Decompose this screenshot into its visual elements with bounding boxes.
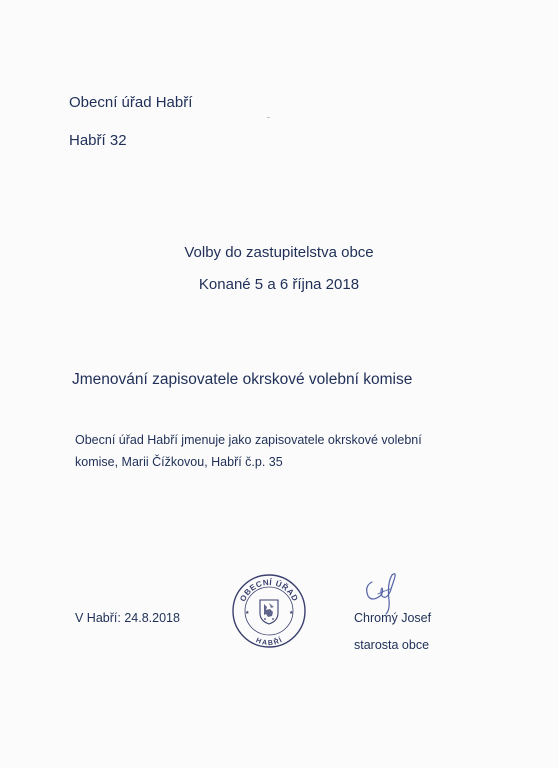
signer-name: Chromý Josef	[354, 611, 432, 625]
stamp-star-left: ★	[245, 610, 250, 616]
stamp-bottom-text: HABŘÍ	[254, 637, 284, 648]
signer-role: starosta obce	[354, 638, 430, 652]
place-and-date: V Habří: 24.8.2018	[75, 611, 180, 625]
office-name: Obecní úřad Habří	[69, 94, 193, 111]
official-stamp	[231, 573, 307, 649]
handwritten-signature	[360, 566, 406, 616]
office-address: Habří 32	[69, 132, 127, 149]
document-heading: Jmenování zapisovatele okrskové volební komise	[72, 371, 413, 388]
election-dates: Konané 5 a 6 října 2018	[198, 276, 360, 293]
stamp-top-text: OBECNÍ ÚŘAD	[238, 577, 300, 603]
paper-speck	[267, 117, 270, 118]
body-text-line-2: komise, Marii Čížkovou, Habří č.p. 35	[75, 455, 283, 469]
document-title: Volby do zastupitelstva obce	[184, 244, 374, 261]
stamp-star-right: ★	[289, 610, 294, 616]
body-text-line-1: Obecní úřad Habří jmenuje jako zapisovatele okrskové volební	[75, 433, 422, 447]
coat-of-arms-icon	[260, 600, 278, 624]
